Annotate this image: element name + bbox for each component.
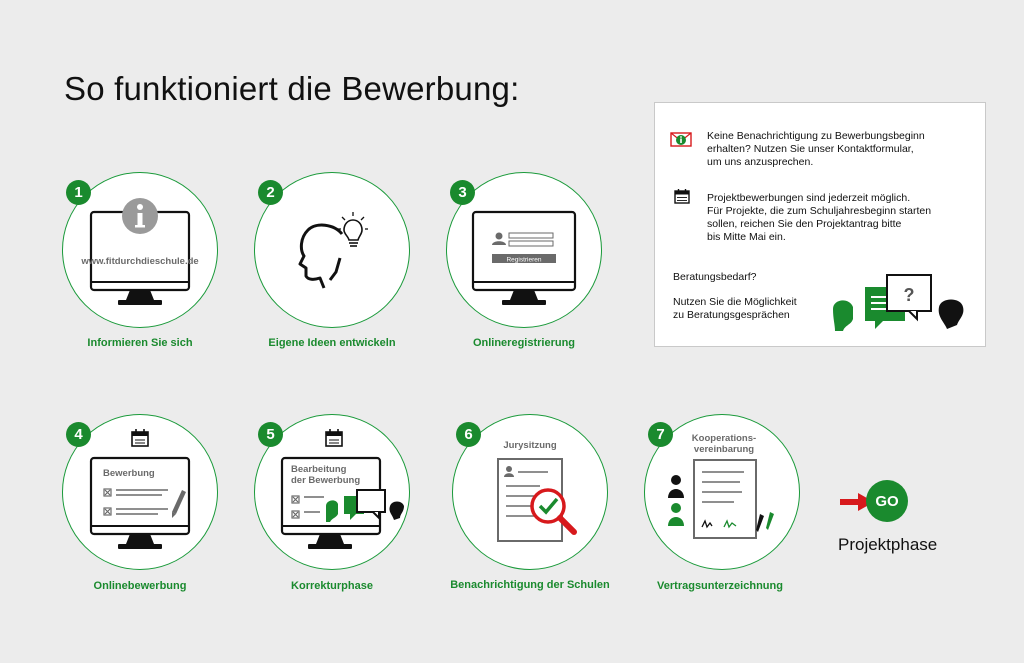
step-6-label: Benachrichtigung der Schulen [450, 579, 610, 591]
mail-notice-icon [670, 131, 694, 149]
calendar-icon [132, 429, 148, 446]
consult-heading: Beratungsbedarf? [673, 271, 757, 283]
step-6 [452, 414, 608, 570]
step-number: 4 [66, 422, 91, 447]
step-4 [62, 414, 218, 570]
step-number: 2 [258, 180, 283, 205]
step-number: 6 [456, 422, 481, 447]
consultation-icon [827, 269, 977, 339]
step-2 [254, 172, 410, 328]
step-number: 1 [66, 180, 91, 205]
page-title: So funktioniert die Bewerbung: [64, 70, 520, 107]
step-1-label: Informieren Sie sich [87, 337, 193, 349]
go-badge: GO [866, 480, 908, 522]
schedule-text: Projektbewerbungen sind jederzeit möglich. Für Projekte, die zum Schuljahresbeginn starten sollen, reichen Sie den Projektantrag bitte bis Mitte Mai ein. [707, 192, 932, 243]
step-number: 5 [258, 422, 283, 447]
step-3 [446, 172, 602, 328]
person-icon [671, 475, 681, 485]
step-1 [62, 172, 218, 328]
svg-text:?: ? [903, 285, 915, 305]
step-7-label: Vertragsunterzeichnung [657, 580, 783, 592]
pen-icon [756, 514, 764, 532]
doc-title: vereinbarung [693, 444, 755, 455]
step-5 [254, 414, 410, 570]
pen-icon [766, 512, 774, 530]
step-number: 7 [648, 422, 673, 447]
doc-title: Kooperations- [691, 433, 757, 444]
notice-text: Keine Benachrichtigung zu Bewerbungsbeginn erhalten? Nutzen Sie unser Kontaktformular, um uns anzusprechen. [707, 130, 925, 168]
register-button-text: Registrieren [506, 256, 542, 264]
person-icon [671, 503, 681, 513]
info-box [654, 102, 986, 347]
step-3-label: Onlineregistrierung [472, 337, 576, 349]
screen-title: der Bewerbung [291, 475, 361, 486]
step-number: 3 [450, 180, 475, 205]
step-7 [644, 414, 800, 570]
calendar-icon [326, 429, 342, 446]
step-5-label: Korrekturphase [291, 580, 373, 592]
step-2-label: Eigene Ideen entwickeln [268, 337, 396, 349]
website-text: www.fitdurchdieschule.de [81, 256, 199, 267]
step-4-label: Onlinebewerbung [93, 580, 187, 592]
screen-title: Bearbeitung [291, 464, 347, 475]
go-label: Projektphase [838, 535, 938, 554]
doc-title: Jurysitzung [503, 440, 557, 451]
consult-text: Nutzen Sie die Möglichkeit zu Beratungsgesprächen [673, 296, 797, 321]
calendar-icon [673, 187, 691, 205]
screen-title: Bewerbung [103, 468, 155, 479]
